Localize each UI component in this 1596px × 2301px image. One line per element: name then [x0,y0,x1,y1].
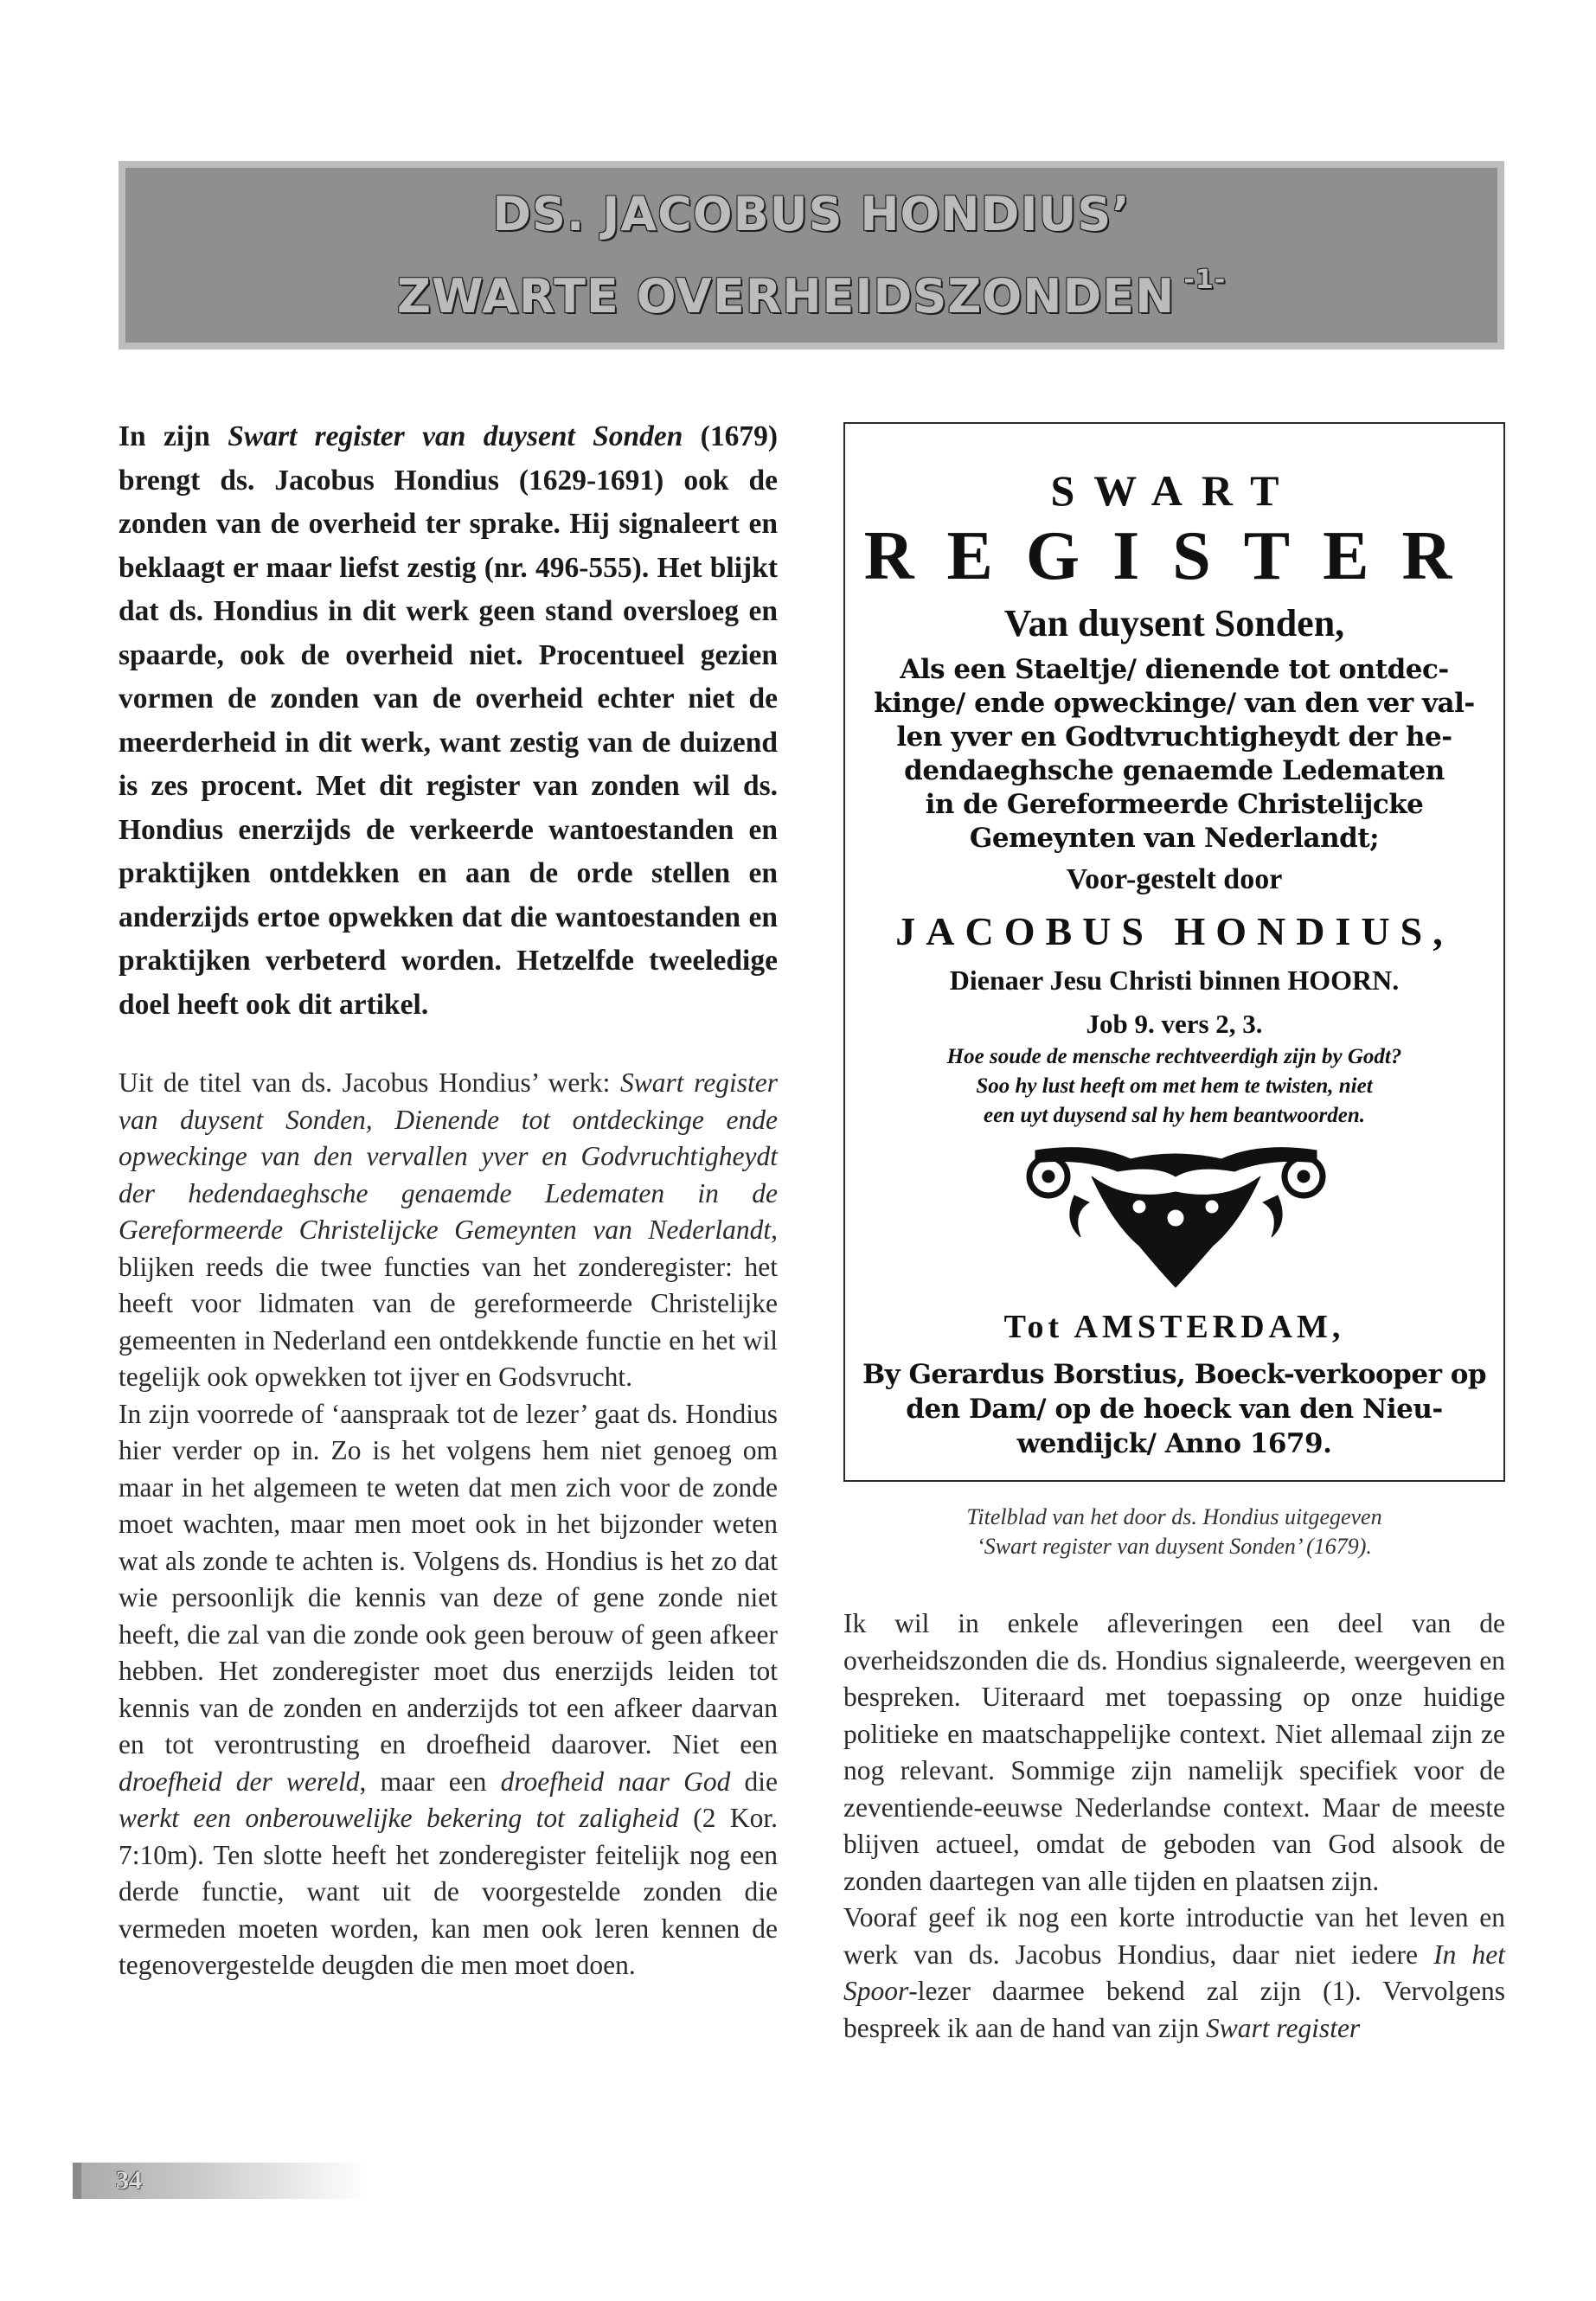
article-title-line-2 [397,247,1226,330]
tp-voor-gestelt: Voor-gestelt door [1066,863,1283,895]
page-number: 34 [116,2166,142,2195]
body-paragraph-1 [119,1065,778,1396]
right-column [843,1606,1505,2047]
tp-quote-line-2: Soo hy lust heeft om met hem te twisten, niet [976,1074,1373,1098]
tp-quote-line-3: een uyt duysend sal hy hem beantwoorden. [984,1104,1365,1127]
left-column [119,415,778,1984]
figure-caption-line-2: ‘Swart register van duysent Sonden’ (1679). [977,1534,1372,1559]
tp-imprint-line-3: wendijck/ Anno 1679. [1016,1428,1332,1459]
tp-subtitle-line-6: Gemeynten van Nederlandt; [969,823,1380,854]
page-number-bar [73,2163,81,2199]
tp-subtitle-line-5: in de Gereformeerde Christelijcke [925,789,1424,820]
article-title-inner [125,168,1497,343]
tp-job-reference: Job 9. vers 2, 3. [1086,1009,1263,1039]
body2-text-a: In zijn voorrede of ‘aanspraak tot de lezer’ gaat ds. Hondius hier verder op in. Zo is het volgens hem niet genoeg om maar in het algemeen te weten dat men zich voor de zonde moet wachten, maar men moet ook in het bijzonder weten wat als zonde te achten is. Volgens ds. Hondius is het zo dat wie persoonlijk die kennis van deze of gene zonde niet heeft, die zal van die zonde ook geen berouw of geen afkeer hebben. Het zonderegister moet dus enerzijds leiden tot kennis van de zonden en anderzijds tot een afkeer daarvan en tot verontrusting en droefheid daarover. Niet een [119,1398,778,1759]
article-part-number: -1- [1183,264,1227,295]
tp-imprint-line-2: den Dam/ op de hoeck van den Nieu- [906,1394,1443,1425]
tp-subtitle-line-1: Als een Staeltje/ dienende tot ontdec- [900,654,1449,685]
right2-book-title: Swart register [1205,2012,1361,2043]
body1-text-a: Uit de titel van ds. Jacobus Hondius’ werk: [119,1067,620,1098]
intro-book-title: Swart register van duysent Sonden [228,420,683,452]
right2-magazine-name: In het Spoor [843,1939,1505,2006]
body1-full-title: Swart register van duysent Sonden, Dienende tot ontdeckinge ende opweckinge van den vervallen yver en Godvruchtigheydt der hedendaeghsche genaemde Ledematen in de Gereformeerde Christelijcke Gemeynten van Nederlandt [119,1067,779,1245]
right2-text-b: -lezer daarmee bekend zal zijn (1). Vervolgens bespreek ik aan de hand van zijn [843,1976,1505,2043]
printer-ornament-icon [1010,1142,1343,1289]
body2-emphasis-2: droefheid naar God [500,1766,731,1797]
tp-quote-line-1: Hoe soude de mensche rechtveerdigh zijn by Godt? [946,1045,1402,1068]
body2-text-c: die [730,1766,779,1797]
article-title-banner [119,161,1504,349]
tp-subtitle-line-4: dendaeghsche genaemde Ledematen [904,755,1445,786]
intro-paragraph [119,415,778,1027]
article-title-line-2-text: ZWARTE OVERHEIDSZONDEN [396,268,1176,324]
body2-emphasis-3: werkt een onberouwelijke bekering tot zaligheid [119,1803,679,1833]
body1-text-b: , blijken reeds die twee functies van het zonderegister: het heeft voor lidmaten van de gereformeerde Christelijke gemeenten in Nederland een ontdekkende functie en het wil tegelijk ook opwekken tot ijver en Godsvrucht. [119,1215,778,1392]
page-number-tab [73,2163,367,2199]
intro-text-a: In zijn [119,420,228,452]
right2-text-a: Vooraf geef ik nog een korte introductie van het leven en werk van ds. Jacobus Hondius, daar niet iedere [843,1902,1505,1970]
body2-text-b: , maar een [359,1766,501,1797]
tp-swart: SWART [1050,466,1298,515]
tp-author: JACOBUS HONDIUS, [895,909,1453,953]
tp-imprint-line-1: By Gerardus Borstius, Boeck-verkooper op [862,1359,1487,1390]
body-paragraph-2 [119,1396,778,1984]
intro-text-b: (1679) brengt ds. Jacobus Hondius (1629-1691) ook de zonden van de overheid ter sprake. Hij signaleert en beklaagt er maar liefst zestig (nr. 496-555). Het blijkt dat ds. Hondius in dit werk geen stand oversloeg en spaarde, ook de overheid niet. Procentueel gezien vormen de zonden van de overheid echter niet de meerderheid in dit werk, want zestig van de duizend is zes procent. Met dit register van zonden wil ds. Hondius enerzijds de verkeerde wantoestanden en praktijken ontdekken en aan de orde stellen en anderzijds ertoe opwekken dat die wantoestanden en praktijken verbeterd worden. Hetzelfde tweeledige doel heeft ook dit artikel. [119,420,778,1021]
figure-caption [843,1503,1505,1561]
tp-van-duysent: Van duysent Sonden, [1003,602,1345,644]
figure-caption-line-1: Titelblad van het door ds. Hondius uitgegeven [966,1504,1382,1529]
tp-dienaer: Dienaer Jesu Christi binnen HOORN. [949,965,1400,996]
tp-subtitle-line-2: kinge/ ende opweckinge/ van den ver val- [874,688,1475,719]
body2-text-d: (2 Kor. 7:10m). Ten slotte heeft het zonderegister feitelijk nog een derde functie, want uit de voorgestelde zonden die vermeden moeten worden, kan men ook leren kennen de tegenovergestelde deugden die men moet doen. [119,1803,778,1980]
right-paragraph-2 [843,1900,1505,2047]
title-page-figure [843,422,1505,1482]
tp-register: REGISTER [863,518,1485,594]
tp-tot-amsterdam: Tot AMSTERDAM, [1003,1309,1345,1345]
right-paragraph-1: Ik wil in enkele afleveringen een deel van de overheidszonden die ds. Hondius signaleerde, weergeven en bespreken. Uiteraard met toepassing op onze huidige politieke en maatschappelijke context. Niet allemaal zijn ze nog relevant. Sommige zijn namelijk specifiek voor de zeventiende-eeuwse Nederlandse context. Maar de meeste blijven actueel, omdat de geboden van God alsook de zonden daartegen van alle tijden en plaatsen zijn. [843,1608,1505,1896]
body2-emphasis-1: droefheid der wereld [119,1766,360,1797]
tp-subtitle-line-3: len yver en Godtvruchtigheydt der he- [896,721,1452,753]
article-title-line-1: DS. JACOBUS HONDIUS’ [492,186,1131,241]
